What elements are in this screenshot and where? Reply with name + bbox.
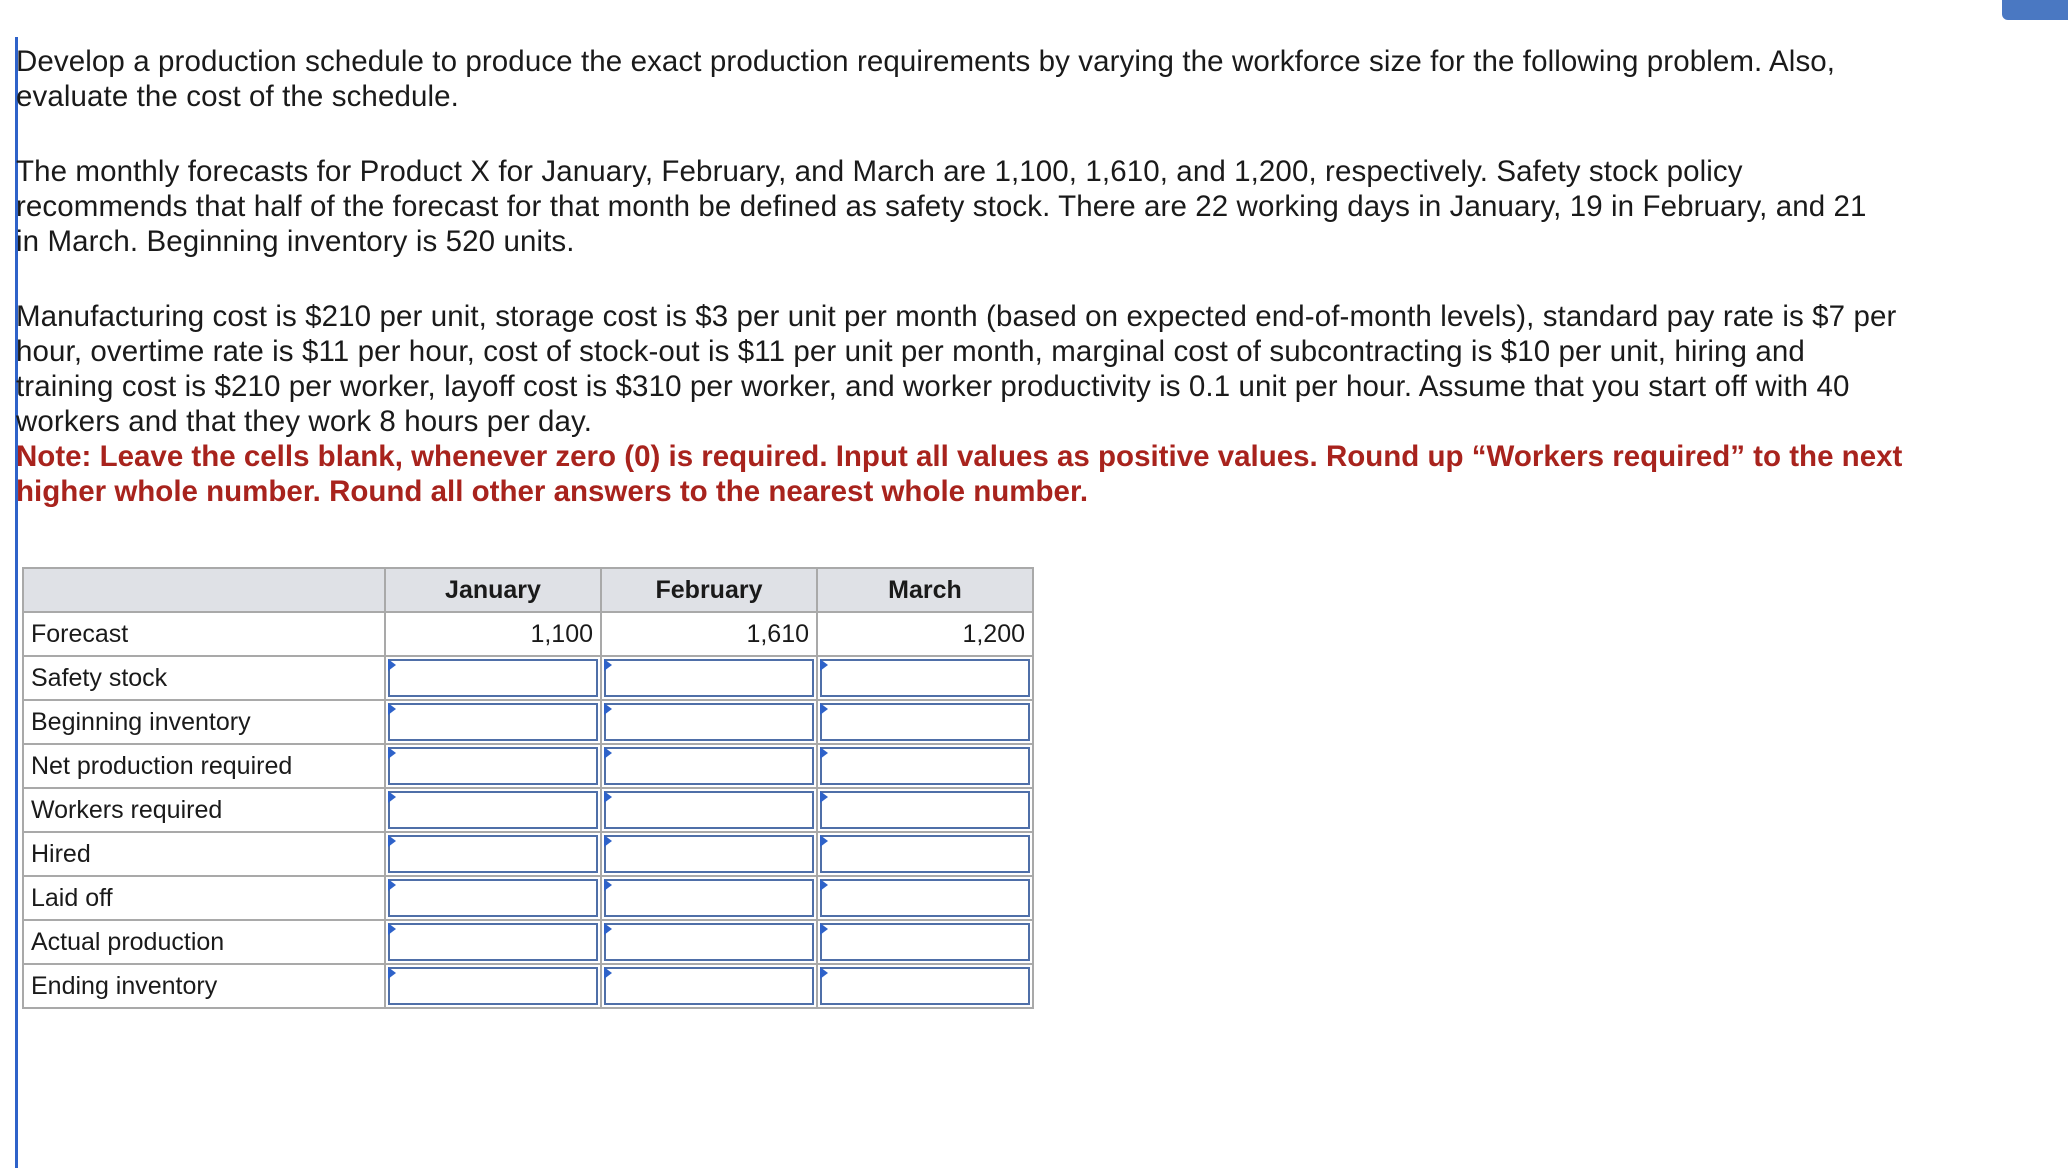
input-flag-icon bbox=[604, 923, 612, 935]
input-box[interactable] bbox=[388, 879, 598, 917]
input-flag-icon bbox=[388, 879, 396, 891]
input-flag-icon bbox=[820, 659, 828, 671]
header-january: January bbox=[385, 568, 601, 612]
input-cell-march[interactable] bbox=[817, 920, 1033, 964]
row-label: Forecast bbox=[23, 612, 385, 656]
row-label: Workers required bbox=[23, 788, 385, 832]
table-row-workers-required bbox=[23, 788, 1033, 832]
question-note: Note: Leave the cells blank, whenever zero (0) is required. Input all values as positive values. Round up “Workers required” to the next higher whole number. Round all other answers to the nearest whole number. bbox=[16, 440, 1903, 508]
input-box[interactable] bbox=[820, 703, 1030, 741]
input-cell-january[interactable] bbox=[385, 744, 601, 788]
input-box[interactable] bbox=[820, 923, 1030, 961]
input-box[interactable] bbox=[820, 747, 1030, 785]
forecast-february: 1,610 bbox=[601, 612, 817, 656]
input-box[interactable] bbox=[820, 967, 1030, 1005]
table-row-forecast bbox=[23, 612, 1033, 656]
input-flag-icon bbox=[388, 703, 396, 715]
input-flag-icon bbox=[820, 747, 828, 759]
input-flag-icon bbox=[820, 703, 828, 715]
input-cell-january[interactable] bbox=[385, 876, 601, 920]
input-flag-icon bbox=[604, 835, 612, 847]
table-header-row bbox=[23, 568, 1033, 612]
input-box[interactable] bbox=[388, 703, 598, 741]
input-cell-january[interactable] bbox=[385, 964, 601, 1008]
input-cell-february[interactable] bbox=[601, 832, 817, 876]
input-cell-february[interactable] bbox=[601, 920, 817, 964]
table-row-laid-off bbox=[23, 876, 1033, 920]
input-flag-icon bbox=[820, 835, 828, 847]
question-intro: Develop a production schedule to produce the exact production requirements by varying the workforce size for the following problem. Also, evaluate the cost of the schedule. bbox=[16, 45, 1836, 113]
forecast-march: 1,200 bbox=[817, 612, 1033, 656]
input-flag-icon bbox=[604, 791, 612, 803]
input-box[interactable] bbox=[388, 835, 598, 873]
input-box[interactable] bbox=[388, 747, 598, 785]
row-label: Beginning inventory bbox=[23, 700, 385, 744]
input-cell-january[interactable] bbox=[385, 832, 601, 876]
row-label: Actual production bbox=[23, 920, 385, 964]
input-cell-february[interactable] bbox=[601, 964, 817, 1008]
input-box[interactable] bbox=[604, 703, 814, 741]
input-flag-icon bbox=[820, 967, 828, 979]
input-cell-march[interactable] bbox=[817, 700, 1033, 744]
table-row-net-production-required bbox=[23, 744, 1033, 788]
input-cell-january[interactable] bbox=[385, 700, 601, 744]
input-cell-february[interactable] bbox=[601, 876, 817, 920]
table-row-beginning-inventory bbox=[23, 700, 1033, 744]
input-flag-icon bbox=[820, 879, 828, 891]
row-label: Safety stock bbox=[23, 656, 385, 700]
input-flag-icon bbox=[388, 923, 396, 935]
input-box[interactable] bbox=[388, 967, 598, 1005]
table-row-actual-production bbox=[23, 920, 1033, 964]
input-cell-january[interactable] bbox=[385, 656, 601, 700]
header-blank-cell bbox=[23, 568, 385, 612]
question-forecast-text: The monthly forecasts for Product X for January, February, and March are 1,100, 1,610, and 1,200, respectively. Safety stock policy recommends that half of the forecast for that month be defined as safety stock. There are 22 working days in January, 19 in February, and 21 in March. Beginning inventory is 520 units. bbox=[16, 155, 1867, 258]
input-cell-march[interactable] bbox=[817, 656, 1033, 700]
input-cell-march[interactable] bbox=[817, 832, 1033, 876]
input-flag-icon bbox=[820, 791, 828, 803]
table-row-ending-inventory bbox=[23, 964, 1033, 1008]
input-cell-february[interactable] bbox=[601, 744, 817, 788]
input-flag-icon bbox=[820, 923, 828, 935]
input-box[interactable] bbox=[604, 967, 814, 1005]
input-box[interactable] bbox=[388, 791, 598, 829]
question-cost-text: Manufacturing cost is $210 per unit, storage cost is $3 per unit per month (based on expected end-of-month levels), standard pay rate is $7 per hour, overtime rate is $11 per hour, cost of stock-out is $11 per unit per month, marginal cost of subcontracting is $10 per unit, hiring and training cost is $210 per worker, layoff cost is $310 per worker, and worker productivity is 0.1 unit per hour. Assume that you start off with 40 workers and that they work 8 hours per day. bbox=[16, 300, 1897, 438]
input-box[interactable] bbox=[604, 923, 814, 961]
row-label: Ending inventory bbox=[23, 964, 385, 1008]
input-box[interactable] bbox=[604, 747, 814, 785]
input-box[interactable] bbox=[604, 835, 814, 873]
input-flag-icon bbox=[604, 879, 612, 891]
input-flag-icon bbox=[388, 659, 396, 671]
input-cell-march[interactable] bbox=[817, 788, 1033, 832]
table-row-safety-stock bbox=[23, 656, 1033, 700]
forecast-january: 1,100 bbox=[385, 612, 601, 656]
input-cell-january[interactable] bbox=[385, 788, 601, 832]
table-row-hired bbox=[23, 832, 1033, 876]
input-box[interactable] bbox=[820, 659, 1030, 697]
input-box[interactable] bbox=[820, 791, 1030, 829]
input-box[interactable] bbox=[604, 659, 814, 697]
input-flag-icon bbox=[388, 747, 396, 759]
input-flag-icon bbox=[604, 747, 612, 759]
production-schedule-table bbox=[22, 567, 1034, 1009]
row-label: Laid off bbox=[23, 876, 385, 920]
input-cell-february[interactable] bbox=[601, 788, 817, 832]
input-flag-icon bbox=[388, 791, 396, 803]
input-box[interactable] bbox=[604, 879, 814, 917]
header-march: March bbox=[817, 568, 1033, 612]
question-body bbox=[16, 44, 1916, 509]
input-flag-icon bbox=[604, 967, 612, 979]
row-label: Net production required bbox=[23, 744, 385, 788]
corner-tab-button[interactable] bbox=[2002, 0, 2068, 20]
input-cell-february[interactable] bbox=[601, 656, 817, 700]
input-flag-icon bbox=[388, 835, 396, 847]
input-cell-march[interactable] bbox=[817, 744, 1033, 788]
input-cell-february[interactable] bbox=[601, 700, 817, 744]
input-box[interactable] bbox=[388, 923, 598, 961]
input-box[interactable] bbox=[604, 791, 814, 829]
input-cell-march[interactable] bbox=[817, 876, 1033, 920]
row-label: Hired bbox=[23, 832, 385, 876]
input-flag-icon bbox=[388, 967, 396, 979]
input-box[interactable] bbox=[388, 659, 598, 697]
input-flag-icon bbox=[604, 703, 612, 715]
input-cell-january[interactable] bbox=[385, 920, 601, 964]
input-flag-icon bbox=[604, 659, 612, 671]
input-box[interactable] bbox=[820, 835, 1030, 873]
header-february: February bbox=[601, 568, 817, 612]
input-box[interactable] bbox=[820, 879, 1030, 917]
input-cell-march[interactable] bbox=[817, 964, 1033, 1008]
